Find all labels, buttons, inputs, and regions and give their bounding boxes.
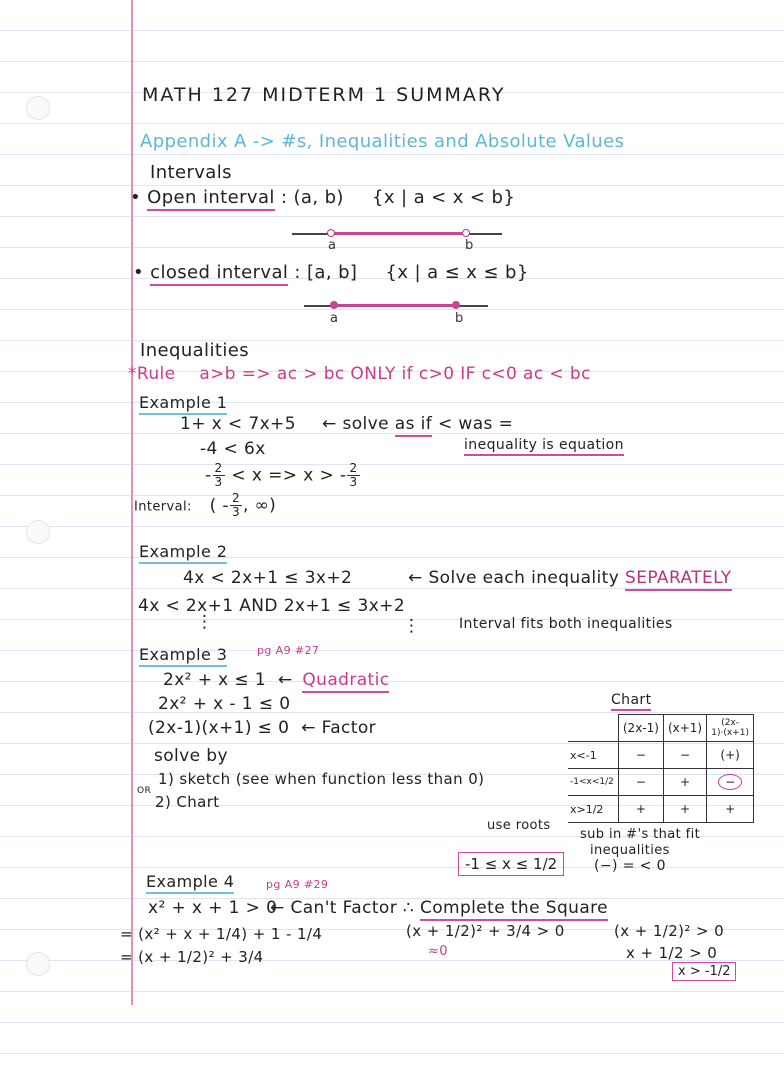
use-roots-note: use roots — [487, 818, 551, 833]
example4-right2: x + 1/2 > 0 — [626, 944, 718, 962]
inequalities-heading: Inequalities — [140, 340, 249, 361]
example4-heading: Example 4 — [146, 872, 234, 894]
open-label-a: a — [328, 238, 336, 253]
chart-title: Chart — [611, 692, 651, 708]
quadratic-label: Quadratic — [302, 670, 389, 693]
closed-endpoint-b — [452, 301, 460, 309]
example1-note2: inequality is equation — [464, 437, 624, 456]
closed-label-a: a — [330, 311, 338, 326]
example2-line2: 4x < 2x+1 AND 2x+1 ≤ 3x+2 — [138, 596, 406, 616]
example3-opt2: 2) Chart — [155, 793, 220, 811]
sign-chart: (2x-1) (x+1) (2x-1)·(x+1) x<-1 − − (+) -1<x<1/2 − + − x>1/2 + + + — [568, 714, 754, 823]
rule-text: a>b => ac > bc ONLY if c>0 IF c<0 ac < bc — [199, 364, 591, 384]
subin-note-3: (−) = < 0 — [594, 858, 666, 874]
open-interval-segment — [331, 232, 465, 235]
vertical-dots: ⋮ — [196, 612, 214, 632]
example2-note2: Interval fits both inequalities — [459, 616, 673, 632]
example3-line3: (2x-1)(x+1) ≤ 0 ← Factor — [148, 718, 377, 738]
example3-opt1: 1) sketch (see when function less than 0) — [158, 770, 485, 788]
binder-hole-mark — [26, 520, 50, 544]
bullet: • — [133, 262, 145, 283]
closed-interval-line — [133, 262, 529, 283]
closed-interval-label: closed interval — [150, 262, 288, 286]
page-title: MATH 127 MIDTERM 1 SUMMARY — [142, 84, 506, 106]
example1-line3: - $\frac{2}{3}$ < x => x > - $\frac{2}{3}$ — [205, 461, 358, 489]
closed-endpoint-a — [330, 301, 338, 309]
rule-line — [128, 364, 591, 384]
open-interval-notation: : (a, b) — [280, 187, 344, 208]
rule-word: Rule — [136, 364, 176, 384]
subin-note-1: sub in #'s that fit — [580, 827, 701, 842]
example3-heading: Example 3 — [139, 645, 227, 667]
example3-ref: pg A9 #27 — [257, 644, 320, 657]
example3-answer-box: -1 ≤ x ≤ 1/2 — [458, 852, 564, 876]
example4-line1: x² + x + 1 > 0 — [148, 898, 278, 918]
open-endpoint-b — [462, 229, 470, 237]
open-interval-label: Open interval — [147, 187, 275, 211]
bullet: • — [130, 187, 142, 208]
example4-right1: (x + 1/2)² > 0 — [614, 922, 725, 940]
example3-or: OR — [137, 786, 152, 796]
open-interval-line — [130, 187, 515, 208]
example1-line1: 1+ x < 7x+5 — [180, 414, 296, 434]
example2-line1: 4x < 2x+1 ≤ 3x+2 — [183, 568, 353, 588]
example4-answer-box: x > -1/2 — [672, 962, 736, 981]
fraction: $\frac{2}{3}$ — [349, 461, 358, 489]
example1-heading: Example 1 — [139, 393, 227, 415]
example3-line1: 2x² + x ≤ 1 ← Quadratic — [163, 670, 389, 690]
margin-line — [131, 0, 133, 1005]
subin-note-2: inequalities — [590, 843, 670, 858]
example1-line2: -4 < 6x — [200, 439, 266, 459]
closed-interval-notation: : [a, b] — [294, 262, 358, 283]
table-row: x>1/2 + + + — [568, 796, 754, 823]
binder-hole-mark — [26, 952, 50, 976]
example2-heading: Example 2 — [139, 542, 227, 564]
example1-note1: ← solve as if < was = — [322, 414, 513, 434]
table-row: x<-1 − − (+) — [568, 742, 754, 769]
example1-interval: Interval: ( - $\frac{2}{3}$ , ∞) — [134, 491, 277, 519]
example4-line3: = (x + 1/2)² + 3/4 — [120, 948, 264, 966]
fraction: $\frac{2}{3}$ — [231, 491, 240, 519]
open-label-b: b — [465, 238, 474, 253]
example3-solveby: solve by — [154, 746, 228, 766]
table-row: -1<x<1/2 − + − — [568, 769, 754, 796]
intervals-heading: Intervals — [150, 162, 232, 183]
closed-label-b: b — [455, 311, 464, 326]
appendix-heading: Appendix A -> #s, Inequalities and Absolute Values — [140, 131, 625, 152]
fraction: $\frac{2}{3}$ — [214, 461, 223, 489]
example4-mid-note: ≈0 — [428, 944, 448, 959]
interval-label: Interval: — [134, 499, 192, 515]
closed-interval-set: {x | a ≤ x ≤ b} — [385, 262, 529, 283]
example2-note: ← Solve each inequality SEPARATELY — [408, 568, 732, 588]
vertical-dots: ⋮ — [403, 616, 421, 636]
example4-line2: = (x² + x + 1/4) + 1 - 1/4 — [120, 925, 323, 943]
open-interval-set: {x | a < x < b} — [371, 187, 516, 208]
example4-note: ← Can't Factor ∴ Complete the Square — [270, 898, 608, 918]
binder-hole-mark — [26, 96, 50, 120]
open-endpoint-a — [327, 229, 335, 237]
star-icon: * — [128, 364, 137, 384]
example4-mid: (x + 1/2)² + 3/4 > 0 — [406, 922, 565, 940]
example3-line2: 2x² + x - 1 ≤ 0 — [158, 694, 291, 714]
closed-interval-segment — [333, 304, 457, 307]
highlighted-negative: − — [718, 774, 742, 790]
example4-ref: pg A9 #29 — [266, 878, 329, 891]
